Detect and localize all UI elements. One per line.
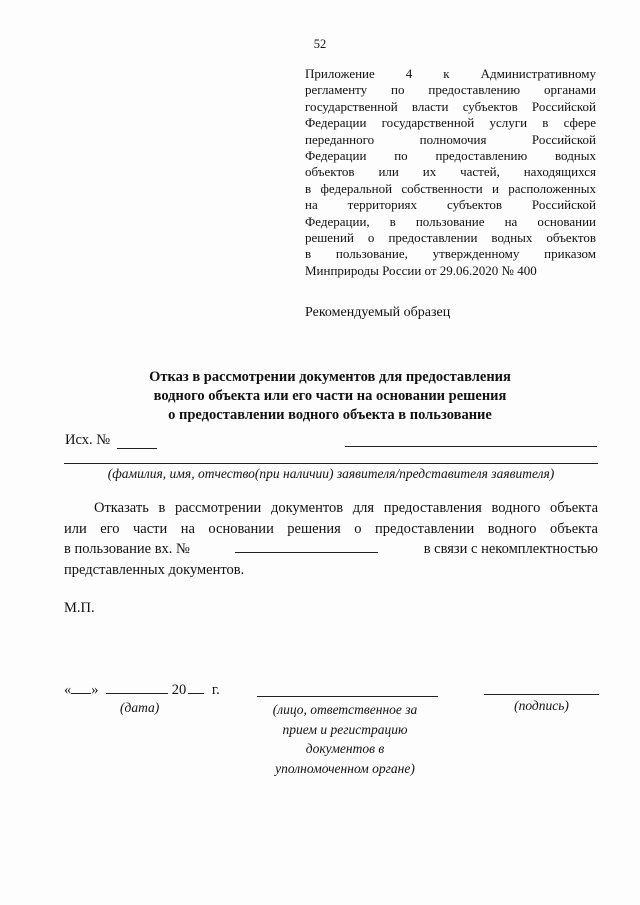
incoming-number-blank (235, 552, 378, 553)
appendix-line: Федерации государственной услуги в сфере (305, 115, 596, 131)
signature-caption: (подпись) (514, 698, 569, 713)
month-blank (106, 693, 168, 694)
day-blank (71, 693, 91, 694)
body-line-part: в пользование вх. № (64, 541, 190, 557)
body-line-with-blank (64, 539, 598, 560)
body-line: представленных документов. (64, 561, 245, 578)
appendix-line: Минприроды России от 29.06.2020 № 400 (305, 262, 537, 278)
title-line: о предоставлении водного объекта в пользование (168, 407, 492, 423)
appendix-line: Приложение 4 к Административному (305, 66, 596, 81)
responsible-caption (245, 700, 445, 778)
applicant-name-blank (64, 463, 598, 464)
appendix-line: Федерации, в пользование на основании (305, 213, 596, 229)
appendix-reference (305, 66, 596, 279)
document-title (60, 368, 600, 425)
appendix-line: Федерации по предоставлению водных (305, 148, 596, 164)
title-line: водного объекта или его части на основании решения (153, 388, 507, 404)
close-quote: » (91, 682, 99, 698)
sample-label: Рекомендуемый образец (305, 305, 451, 320)
signature-blank (484, 694, 599, 695)
responsible-caption-line: документов в (305, 741, 385, 756)
responsible-caption-line: (лицо, ответственное за (272, 702, 418, 717)
body-paragraph (64, 498, 598, 580)
body-line: или его части на основании решения о предоставлении водного объекта (64, 520, 598, 537)
responsible-caption-line: уполномоченном органе) (275, 760, 415, 776)
appendix-line: объектов или их частей, находящихся (305, 164, 596, 180)
year-prefix: 20 (171, 682, 187, 698)
applicant-caption: (фамилия, имя, отчество(при наличии) заявителя/представителя заявителя) (107, 466, 555, 481)
appendix-line: государственной власти субъектов Российской (305, 98, 596, 114)
appendix-line: решений о предоставлении водных объектов (305, 230, 596, 246)
body-line-part: в связи с некомплектностью (423, 541, 598, 557)
year-suffix: г. (211, 682, 220, 698)
outgoing-ref-blank (117, 448, 157, 449)
appendix-line: переданного полномочия Российской (305, 131, 596, 147)
responsible-blank (257, 696, 438, 697)
open-quote: « (64, 682, 72, 698)
appendix-line: в пользование, утвержденному приказом (305, 246, 596, 262)
title-line: Отказ в рассмотрении документов для предоставления (149, 369, 511, 385)
appendix-line: в федеральной собственности и расположенных (305, 180, 596, 196)
page-number: 52 (313, 37, 327, 51)
stamp-label: М.П. (64, 600, 95, 616)
appendix-line: регламенту по предоставлению органами (305, 82, 596, 98)
year-blank (188, 693, 204, 694)
body-line: Отказать в рассмотрении документов для предоставления водного объекта (94, 500, 598, 516)
date-row (64, 682, 220, 699)
date-caption: (дата) (120, 700, 160, 715)
responsible-caption-line: прием и регистрацию (282, 721, 408, 737)
outgoing-ref-label: Исх. № (65, 432, 111, 448)
appendix-line: на территориях субъектов Российской (305, 197, 596, 213)
addressee-blank (345, 446, 597, 447)
